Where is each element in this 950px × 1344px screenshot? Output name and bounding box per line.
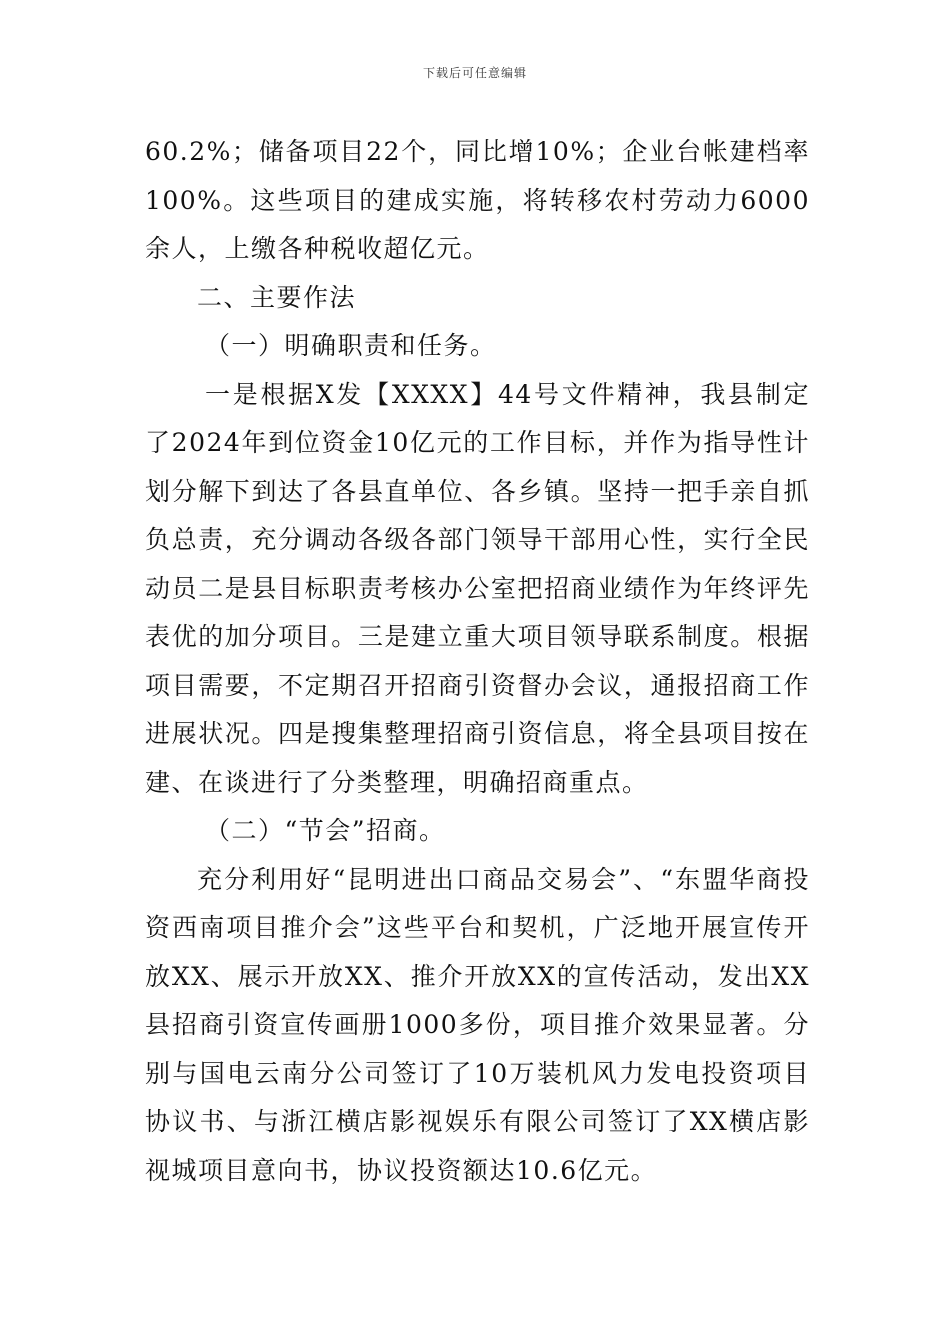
section-heading-main-methods: 二、主要作法 (197, 282, 357, 312)
subsection-heading-duties: （一）明确职责和任务。 (205, 331, 497, 360)
paragraph-fair-investment: 充分利用好“昆明进出口商品交易会”、“东盟华商投资西南项目推介会”这些平台和契机，广泛地开展宣传开放XX、展示开放XX、推介开放XX的宣传活动，发出XX县招商引资宣传画册1000多份，项目推介效果显著。分别与国电云南分公司签订了10万装机风力发电投资项目协议书、与浙江横店影视娱乐有限公司签订了XX横店影视城项目意向书，协议投资额达10.6亿元。 (145, 864, 810, 1185)
document-body (145, 128, 810, 1195)
page-header: 下载后可任意编辑 (422, 66, 527, 80)
paragraph-continuation: 60.2%；储备项目22个，同比增10%；企业台帐建档率100%。这些项目的建成实施，将转移农村劳动力6000余人，上缴各种税收超亿元。 (145, 137, 810, 263)
subsection-heading-fair-investment: （二）“节会”招商。 (205, 816, 446, 845)
paragraph-duties: 一是根据X发【XXXX】44号文件精神，我县制定了2024年到位资金10亿元的工作目标，并作为指导性计划分解下到达了各县直单位、各乡镇。坚持一把手亲自抓负总责，充分调动各级各部门领导干部用心性，实行全民动员二是县目标职责考核办公室把招商业绩作为年终评先表优的加分项目。三是建立重大项目领导联系制度。根据项目需要，不定期召开招商引资督办会议，通报招商工作进展状况。四是搜集整理招商引资信息，将全县项目按在建、在谈进行了分类整理，明确招商重点。 (145, 379, 810, 797)
